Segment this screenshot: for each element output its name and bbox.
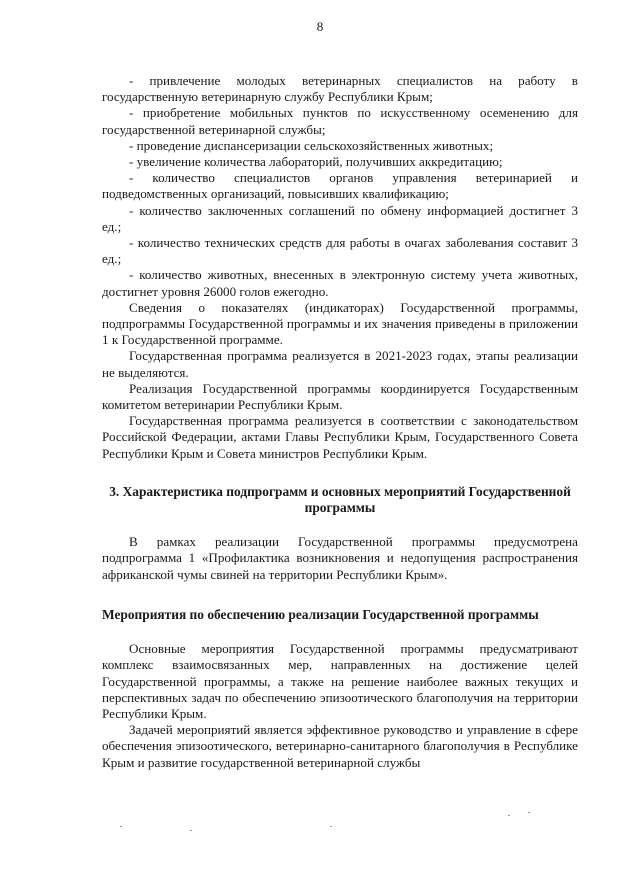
- document-body: [102, 73, 578, 771]
- list-item: - приобретение мобильных пунктов по искусственному осеменению для государственной ветеринарной службы;: [102, 105, 578, 137]
- list-item: - проведение диспансеризации сельскохозяйственных животных;: [129, 137, 494, 153]
- scan-speck: [528, 812, 530, 813]
- list-item: - привлечение молодых ветеринарных специалистов на работу в государственную ветеринарную службу Республики Крым;: [102, 73, 578, 105]
- page-number: 8: [316, 19, 324, 34]
- paragraph: Реализация Государственной программы координируется Государственным комитетом ветеринарии Республики Крым.: [102, 380, 578, 413]
- list-item: - увеличение количества лабораторий, получивших аккредитацию;: [129, 154, 503, 170]
- scan-speck: [330, 826, 332, 827]
- list-item: - количество заключенных соглашений по обмену информацией достигнет 3 ед.;: [102, 202, 578, 234]
- scan-speck: [190, 830, 192, 831]
- scan-speck: [120, 826, 122, 827]
- list-item: - количество специалистов органов управления ветеринарией и подведомственных организаций, повысивших квалификацию;: [102, 170, 578, 202]
- paragraph: Государственная программа реализуется в 2021-2023 годах, этапы реализации не выделяются.: [102, 348, 578, 380]
- section-3-heading: 3. Характеристика подпрограмм и основных мероприятий Государственной программы: [109, 483, 571, 516]
- paragraph: В рамках реализации Государственной программы предусмотрена подпрограмма 1 «Профилактика возникновения и недопущения распространения африканской чумы свиней на территории Республики Крым».: [102, 534, 578, 582]
- paragraph: Задачей мероприятий является эффективное руководство и управление в сфере обеспечения эпизоотического, ветеринарно-санитарного благополучия в Республике Крым и развитие государственной ветеринарной службы: [102, 722, 578, 770]
- scan-speck: [508, 815, 510, 816]
- paragraph: Основные мероприятия Государственной программы предусматривают комплекс взаимосвязанных мер, направленных на достижение целей Государственной программы, а также на решение наиболее важных текущих и перспективных задач по обеспечению эпизоотического благополучия на территории Республики Крым.: [102, 641, 578, 721]
- list-item: - количество технических средств для работы в очагах заболевания составит 3 ед.;: [102, 235, 578, 267]
- list-item: - количество животных, внесенных в электронную систему учета животных, достигнет уровня 26000 голов ежегодно.: [102, 267, 578, 299]
- paragraph: Сведения о показателях (индикаторах) Государственной программы, подпрограммы Государственной программы и их значения приведены в приложении 1 к Государственной программе.: [102, 299, 578, 348]
- activities-heading: Мероприятия по обеспечению реализации Государственной программы: [102, 606, 539, 622]
- paragraph: Государственная программа реализуется в соответствии с законодательством Российской Федерации, актами Главы Республики Крым, Государственного Совета Республики Крым и Совета министров Республики Крым.: [102, 413, 578, 461]
